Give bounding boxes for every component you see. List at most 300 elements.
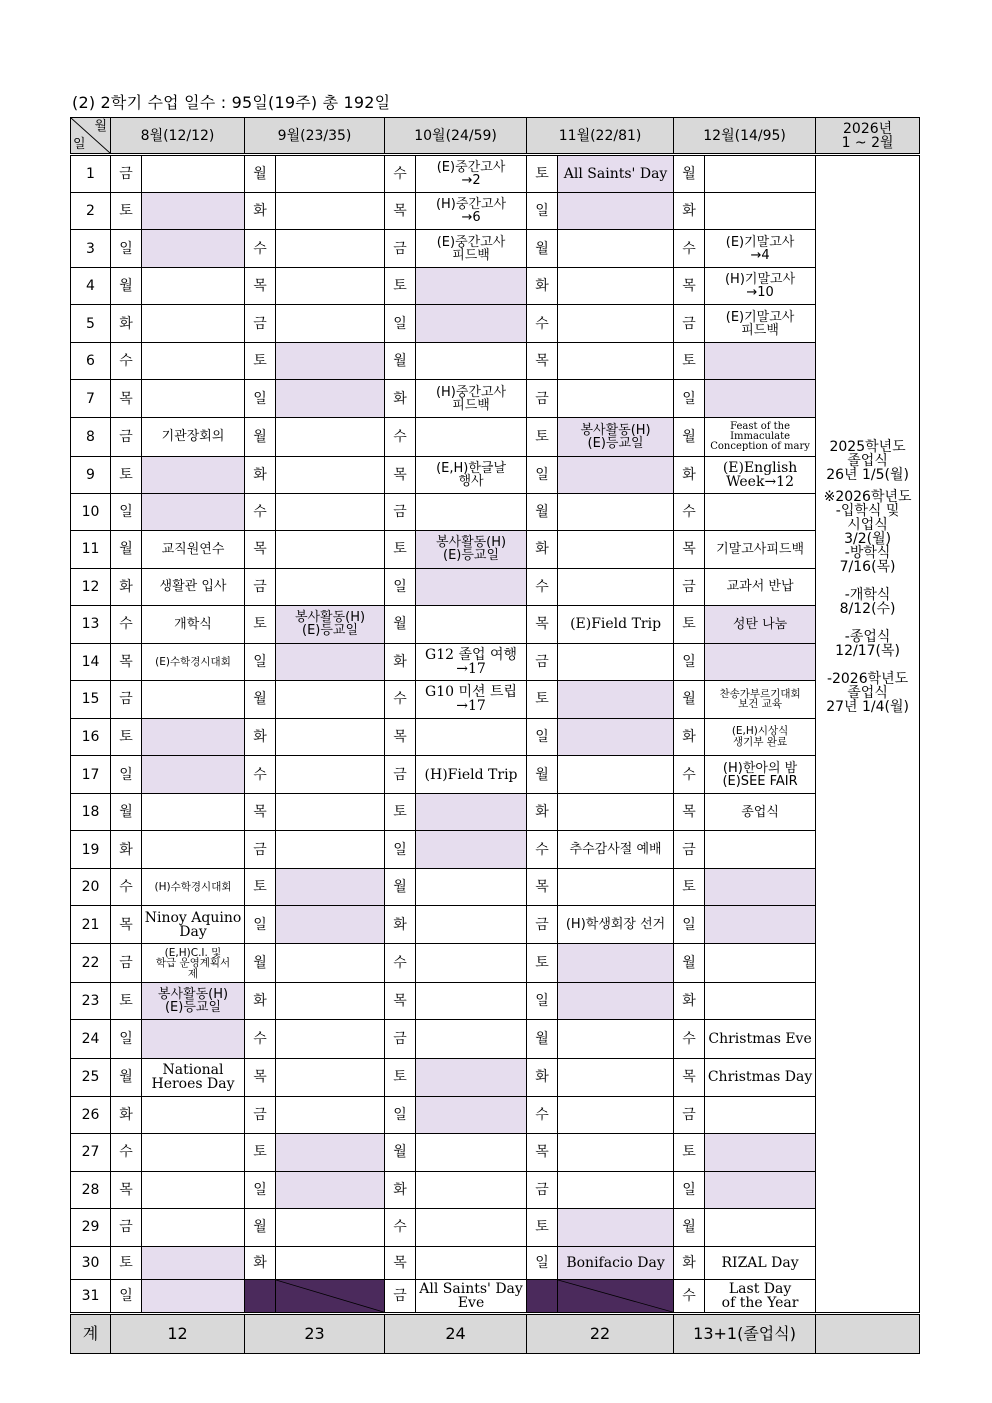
weekday-cell: 월 <box>245 418 276 456</box>
event-cell: (E)수학경시대회 <box>142 643 245 680</box>
weekday-cell: 일 <box>527 718 558 755</box>
event-cell <box>558 1208 674 1246</box>
weekday-cell: 수 <box>527 831 558 869</box>
day-number: 18 <box>71 794 111 831</box>
day-number: 29 <box>71 1208 111 1246</box>
event-cell <box>416 418 527 456</box>
event-cell <box>276 268 385 305</box>
total-label: 계 <box>71 1314 111 1354</box>
day-number: 15 <box>71 680 111 718</box>
weekday-cell: 금 <box>245 568 276 605</box>
event-cell <box>276 1096 385 1133</box>
weekday-cell: 월 <box>245 944 276 983</box>
weekday-cell: 일 <box>111 1020 142 1058</box>
calendar-row <box>71 1208 920 1246</box>
event-cell <box>276 418 385 456</box>
weekday-cell: 월 <box>245 155 276 193</box>
event-cell: (H)Field Trip <box>416 756 527 794</box>
weekday-cell: 화 <box>111 1096 142 1133</box>
weekday-cell: 금 <box>674 1096 705 1133</box>
event-cell <box>276 643 385 680</box>
weekday-cell: 일 <box>674 1171 705 1208</box>
side-note: 2025학년도 졸업식 26년 1/5(월) <box>826 439 909 483</box>
weekday-cell: 수 <box>385 680 416 718</box>
event-cell <box>276 305 385 343</box>
corner-month-label: 월 <box>94 119 107 134</box>
event-cell <box>705 155 816 193</box>
weekday-cell: 목 <box>111 380 142 418</box>
weekday-cell: 월 <box>674 155 705 193</box>
calendar-row <box>71 983 920 1020</box>
weekday-cell: 월 <box>527 493 558 530</box>
weekday-cell: 일 <box>385 831 416 869</box>
event-cell <box>416 1058 527 1096</box>
header-corner <box>71 118 111 155</box>
weekday-cell: 수 <box>527 1096 558 1133</box>
event-cell <box>558 193 674 230</box>
calendar-row <box>71 1096 920 1133</box>
calendar-row <box>71 944 920 983</box>
event-cell: Bonifacio Day <box>558 1246 674 1279</box>
weekday-cell: 토 <box>674 605 705 643</box>
event-cell <box>142 794 245 831</box>
weekday-cell: 일 <box>527 193 558 230</box>
event-cell <box>416 869 527 906</box>
event-cell <box>705 906 816 944</box>
event-cell <box>276 1171 385 1208</box>
weekday-cell: 수 <box>527 305 558 343</box>
event-cell <box>558 305 674 343</box>
weekday-cell: 목 <box>527 605 558 643</box>
event-cell <box>416 493 527 530</box>
day-number: 30 <box>71 1246 111 1279</box>
event-cell <box>142 343 245 380</box>
weekday-cell: 일 <box>527 456 558 493</box>
weekday-cell: 토 <box>245 869 276 906</box>
weekday-cell: 일 <box>674 380 705 418</box>
weekday-cell: 화 <box>245 1246 276 1279</box>
weekday-cell: 목 <box>527 1133 558 1171</box>
weekday-cell: 목 <box>674 1058 705 1096</box>
weekday-cell: 수 <box>111 1133 142 1171</box>
event-cell: 교직원연수 <box>142 530 245 568</box>
weekday-cell: 토 <box>245 605 276 643</box>
weekday-cell: 금 <box>385 493 416 530</box>
event-cell <box>276 906 385 944</box>
weekday-cell: 월 <box>527 230 558 268</box>
event-cell <box>705 1096 816 1133</box>
event-cell: 종업식 <box>705 794 816 831</box>
weekday-cell: 수 <box>245 756 276 794</box>
weekday-cell: 토 <box>111 1246 142 1279</box>
event-cell <box>558 1058 674 1096</box>
event-cell <box>558 1020 674 1058</box>
weekday-cell: 토 <box>385 794 416 831</box>
calendar-row <box>71 831 920 869</box>
event-cell <box>705 493 816 530</box>
calendar-row <box>71 230 920 268</box>
day-number: 3 <box>71 230 111 268</box>
event-cell <box>142 1133 245 1171</box>
weekday-cell: 토 <box>527 418 558 456</box>
weekday-cell: 목 <box>111 1171 142 1208</box>
weekday-cell: 화 <box>674 1246 705 1279</box>
event-cell <box>705 1171 816 1208</box>
weekday-cell: 월 <box>674 1208 705 1246</box>
weekday-cell: 수 <box>674 756 705 794</box>
calendar-row <box>71 305 920 343</box>
event-cell: (E,H)한글날 행사 <box>416 456 527 493</box>
weekday-cell: 일 <box>527 983 558 1020</box>
event-cell <box>276 380 385 418</box>
calendar-row <box>71 155 920 193</box>
event-cell: 찬송가부르기대회 보건 교육 <box>705 680 816 718</box>
weekday-cell: 일 <box>527 1246 558 1279</box>
weekday-cell: 수 <box>385 418 416 456</box>
event-cell <box>416 305 527 343</box>
weekday-cell: 목 <box>385 718 416 755</box>
weekday-cell: 토 <box>385 1058 416 1096</box>
weekday-cell: 화 <box>111 568 142 605</box>
weekday-cell: 일 <box>385 1096 416 1133</box>
calendar-row <box>71 794 920 831</box>
weekday-cell: 금 <box>385 756 416 794</box>
day-number: 31 <box>71 1279 111 1313</box>
event-cell: 교과서 반납 <box>705 568 816 605</box>
event-cell: (E)중간고사 피드백 <box>416 230 527 268</box>
weekday-cell: 일 <box>111 1279 142 1313</box>
event-cell <box>142 756 245 794</box>
event-cell <box>142 1096 245 1133</box>
weekday-cell: 목 <box>527 869 558 906</box>
weekday-cell: 목 <box>245 794 276 831</box>
weekday-cell: 금 <box>674 305 705 343</box>
weekday-cell: 목 <box>245 268 276 305</box>
calendar-row <box>71 418 920 456</box>
event-cell <box>416 794 527 831</box>
event-cell <box>705 869 816 906</box>
day-number: 20 <box>71 869 111 906</box>
event-cell: Last Day of the Year <box>705 1279 816 1313</box>
calendar-row <box>71 1020 920 1058</box>
weekday-cell: 금 <box>111 155 142 193</box>
weekday-cell: 화 <box>245 456 276 493</box>
weekday-cell: 금 <box>674 831 705 869</box>
event-cell <box>416 343 527 380</box>
event-cell <box>276 493 385 530</box>
weekday-cell: 수 <box>245 493 276 530</box>
event-cell <box>558 1096 674 1133</box>
weekday-cell: 목 <box>385 193 416 230</box>
event-cell: (H)한아의 밤 (E)SEE FAIR <box>705 756 816 794</box>
weekday-cell: 화 <box>674 718 705 755</box>
event-cell: (E)중간고사 →2 <box>416 155 527 193</box>
event-cell <box>558 643 674 680</box>
event-cell <box>276 155 385 193</box>
event-cell <box>558 380 674 418</box>
day-number: 16 <box>71 718 111 755</box>
event-cell: All Saints' Day <box>558 155 674 193</box>
calendar-row <box>71 643 920 680</box>
day-number: 14 <box>71 643 111 680</box>
event-cell <box>276 944 385 983</box>
weekday-cell: 수 <box>385 1208 416 1246</box>
calendar-row <box>71 493 920 530</box>
weekday-cell: 목 <box>674 268 705 305</box>
calendar-row <box>71 869 920 906</box>
event-cell <box>558 230 674 268</box>
weekday-cell: 화 <box>385 380 416 418</box>
weekday-cell: 화 <box>245 193 276 230</box>
weekday-cell: 목 <box>111 643 142 680</box>
event-cell <box>416 1208 527 1246</box>
calendar-row <box>71 343 920 380</box>
event-cell <box>705 380 816 418</box>
event-cell <box>705 831 816 869</box>
event-cell <box>142 1279 245 1313</box>
weekday-cell: 일 <box>111 493 142 530</box>
weekday-cell: 토 <box>527 155 558 193</box>
event-cell <box>558 680 674 718</box>
weekday-cell: 화 <box>527 1058 558 1096</box>
weekday-cell: 토 <box>245 343 276 380</box>
event-cell <box>416 831 527 869</box>
event-cell <box>416 1020 527 1058</box>
month-header: 11월(22/81) <box>527 118 674 155</box>
event-cell: 봉사활동(H) (E)등교일 <box>142 983 245 1020</box>
weekday-cell: 토 <box>674 1133 705 1171</box>
day-number: 13 <box>71 605 111 643</box>
event-cell <box>142 1020 245 1058</box>
day-number: 23 <box>71 983 111 1020</box>
weekday-cell: 수 <box>385 944 416 983</box>
weekday-cell: 월 <box>527 1020 558 1058</box>
weekday-cell: 월 <box>111 1058 142 1096</box>
weekday-cell: 일 <box>245 643 276 680</box>
day-number: 19 <box>71 831 111 869</box>
weekday-cell: 화 <box>527 530 558 568</box>
weekday-cell: 토 <box>111 718 142 755</box>
month-total: 24 <box>385 1314 527 1354</box>
event-cell: 생활관 입사 <box>142 568 245 605</box>
event-cell: (H)기말고사 →10 <box>705 268 816 305</box>
weekday-cell: 금 <box>527 380 558 418</box>
weekday-cell: 금 <box>111 418 142 456</box>
weekday-cell: 금 <box>245 305 276 343</box>
event-cell <box>276 1020 385 1058</box>
weekday-cell: 화 <box>111 831 142 869</box>
weekday-cell: 수 <box>111 605 142 643</box>
weekday-cell: 화 <box>674 193 705 230</box>
side-footer <box>816 1314 920 1354</box>
event-cell: 봉사활동(H) (E)등교일 <box>558 418 674 456</box>
day-number: 6 <box>71 343 111 380</box>
weekday-cell: 수 <box>674 230 705 268</box>
weekday-cell: 일 <box>245 380 276 418</box>
calendar-row <box>71 605 920 643</box>
event-cell: (E)기말고사 피드백 <box>705 305 816 343</box>
weekday-cell: 일 <box>245 1171 276 1208</box>
weekday-cell: 금 <box>385 1279 416 1313</box>
day-number: 11 <box>71 530 111 568</box>
event-cell <box>416 605 527 643</box>
event-cell <box>416 1133 527 1171</box>
calendar-row <box>71 268 920 305</box>
event-cell <box>705 1133 816 1171</box>
event-cell <box>142 268 245 305</box>
weekday-cell: 토 <box>385 530 416 568</box>
weekday-cell: 화 <box>674 456 705 493</box>
weekday-cell: 목 <box>674 794 705 831</box>
weekday-cell: 수 <box>111 343 142 380</box>
event-cell <box>416 906 527 944</box>
event-cell <box>142 680 245 718</box>
month-total: 13+1(졸업식) <box>674 1314 816 1354</box>
event-cell <box>558 268 674 305</box>
event-cell: (E)기말고사 →4 <box>705 230 816 268</box>
event-cell <box>558 869 674 906</box>
calendar-row <box>71 530 920 568</box>
weekday-cell: 목 <box>111 906 142 944</box>
event-cell <box>276 193 385 230</box>
weekday-cell: 수 <box>111 869 142 906</box>
weekday-cell: 월 <box>245 1208 276 1246</box>
event-cell <box>558 756 674 794</box>
blocked-cell <box>276 1279 385 1313</box>
event-cell <box>276 1058 385 1096</box>
event-cell <box>558 343 674 380</box>
event-cell: Christmas Day <box>705 1058 816 1096</box>
event-cell <box>276 794 385 831</box>
weekday-cell: 수 <box>674 1279 705 1313</box>
day-number: 22 <box>71 944 111 983</box>
event-cell <box>416 944 527 983</box>
event-cell <box>142 380 245 418</box>
weekday-cell: 토 <box>111 983 142 1020</box>
event-cell <box>142 193 245 230</box>
weekday-cell: 토 <box>527 944 558 983</box>
event-cell: 기관장회의 <box>142 418 245 456</box>
weekday-cell: 금 <box>245 1096 276 1133</box>
weekday-cell: 목 <box>385 1246 416 1279</box>
day-number: 28 <box>71 1171 111 1208</box>
month-header: 12월(14/95) <box>674 118 816 155</box>
weekday-cell: 월 <box>674 680 705 718</box>
event-cell <box>416 718 527 755</box>
weekday-cell: 월 <box>527 756 558 794</box>
weekday-cell: 일 <box>111 230 142 268</box>
calendar-row <box>71 1246 920 1279</box>
event-cell <box>705 1208 816 1246</box>
event-cell: (H)중간고사 피드백 <box>416 380 527 418</box>
weekday-cell: 월 <box>385 1133 416 1171</box>
weekday-cell: 금 <box>527 906 558 944</box>
weekday-cell: 화 <box>527 794 558 831</box>
day-number: 21 <box>71 906 111 944</box>
day-number: 2 <box>71 193 111 230</box>
event-cell: (E,H)C.I. 및 학급 운영계획서 제 <box>142 944 245 983</box>
weekday-cell: 금 <box>674 568 705 605</box>
event-cell: (H)학생회장 선거 <box>558 906 674 944</box>
weekday-cell: 토 <box>674 343 705 380</box>
event-cell: (E)English Week→12 <box>705 456 816 493</box>
event-cell <box>142 305 245 343</box>
weekday-cell: 화 <box>385 1171 416 1208</box>
calendar-row <box>71 680 920 718</box>
day-number: 8 <box>71 418 111 456</box>
event-cell <box>705 643 816 680</box>
weekday-cell: 토 <box>245 1133 276 1171</box>
event-cell <box>276 756 385 794</box>
weekday-cell: 월 <box>674 944 705 983</box>
event-cell <box>558 718 674 755</box>
weekday-cell: 금 <box>385 230 416 268</box>
event-cell <box>416 268 527 305</box>
event-cell <box>558 530 674 568</box>
month-header: 8월(12/12) <box>111 118 245 155</box>
day-number: 26 <box>71 1096 111 1133</box>
event-cell <box>558 493 674 530</box>
event-cell: Feast of the Immaculate Conception of mary <box>705 418 816 456</box>
weekday-cell: 금 <box>245 831 276 869</box>
day-number: 27 <box>71 1133 111 1171</box>
weekday-cell: 화 <box>245 983 276 1020</box>
month-total: 22 <box>527 1314 674 1354</box>
weekday-cell: 일 <box>385 305 416 343</box>
event-cell <box>558 1133 674 1171</box>
event-cell <box>276 1246 385 1279</box>
event-cell <box>705 983 816 1020</box>
side-note: ※2026학년도 -입학식 및 시업식 3/2(월) -방학식 7/16(목) -개학식 8/12(수) -종업식 12/17(목) -2026학년도 졸업식 27년 1/4(월) <box>823 489 912 715</box>
event-cell <box>142 456 245 493</box>
event-cell: Ninoy Aquino Day <box>142 906 245 944</box>
day-number: 1 <box>71 155 111 193</box>
event-cell: G12 졸업 여행 →17 <box>416 643 527 680</box>
event-cell <box>276 343 385 380</box>
weekday-cell: 목 <box>245 1058 276 1096</box>
event-cell: (H)수학경시대회 <box>142 869 245 906</box>
event-cell: 성탄 나눔 <box>705 605 816 643</box>
blocked-cell <box>245 1279 276 1313</box>
event-cell: G10 미션 트립 →17 <box>416 680 527 718</box>
event-cell <box>416 568 527 605</box>
side-notes-column <box>816 155 920 1314</box>
weekday-cell: 토 <box>385 268 416 305</box>
day-number: 12 <box>71 568 111 605</box>
weekday-cell: 화 <box>245 718 276 755</box>
weekday-cell: 일 <box>111 756 142 794</box>
event-cell <box>142 230 245 268</box>
event-cell: (E)Field Trip <box>558 605 674 643</box>
event-cell: 봉사활동(H) (E)등교일 <box>276 605 385 643</box>
event-cell: (H)중간고사 →6 <box>416 193 527 230</box>
event-cell <box>276 1208 385 1246</box>
event-cell <box>142 155 245 193</box>
event-cell <box>142 831 245 869</box>
weekday-cell: 목 <box>385 983 416 1020</box>
month-header: 9월(23/35) <box>245 118 385 155</box>
weekday-cell: 목 <box>385 456 416 493</box>
calendar-row <box>71 456 920 493</box>
weekday-cell: 목 <box>245 530 276 568</box>
event-cell <box>558 944 674 983</box>
weekday-cell: 월 <box>385 869 416 906</box>
calendar-row <box>71 718 920 755</box>
event-cell <box>558 983 674 1020</box>
day-number: 7 <box>71 380 111 418</box>
weekday-cell: 월 <box>385 343 416 380</box>
weekday-cell: 화 <box>674 983 705 1020</box>
